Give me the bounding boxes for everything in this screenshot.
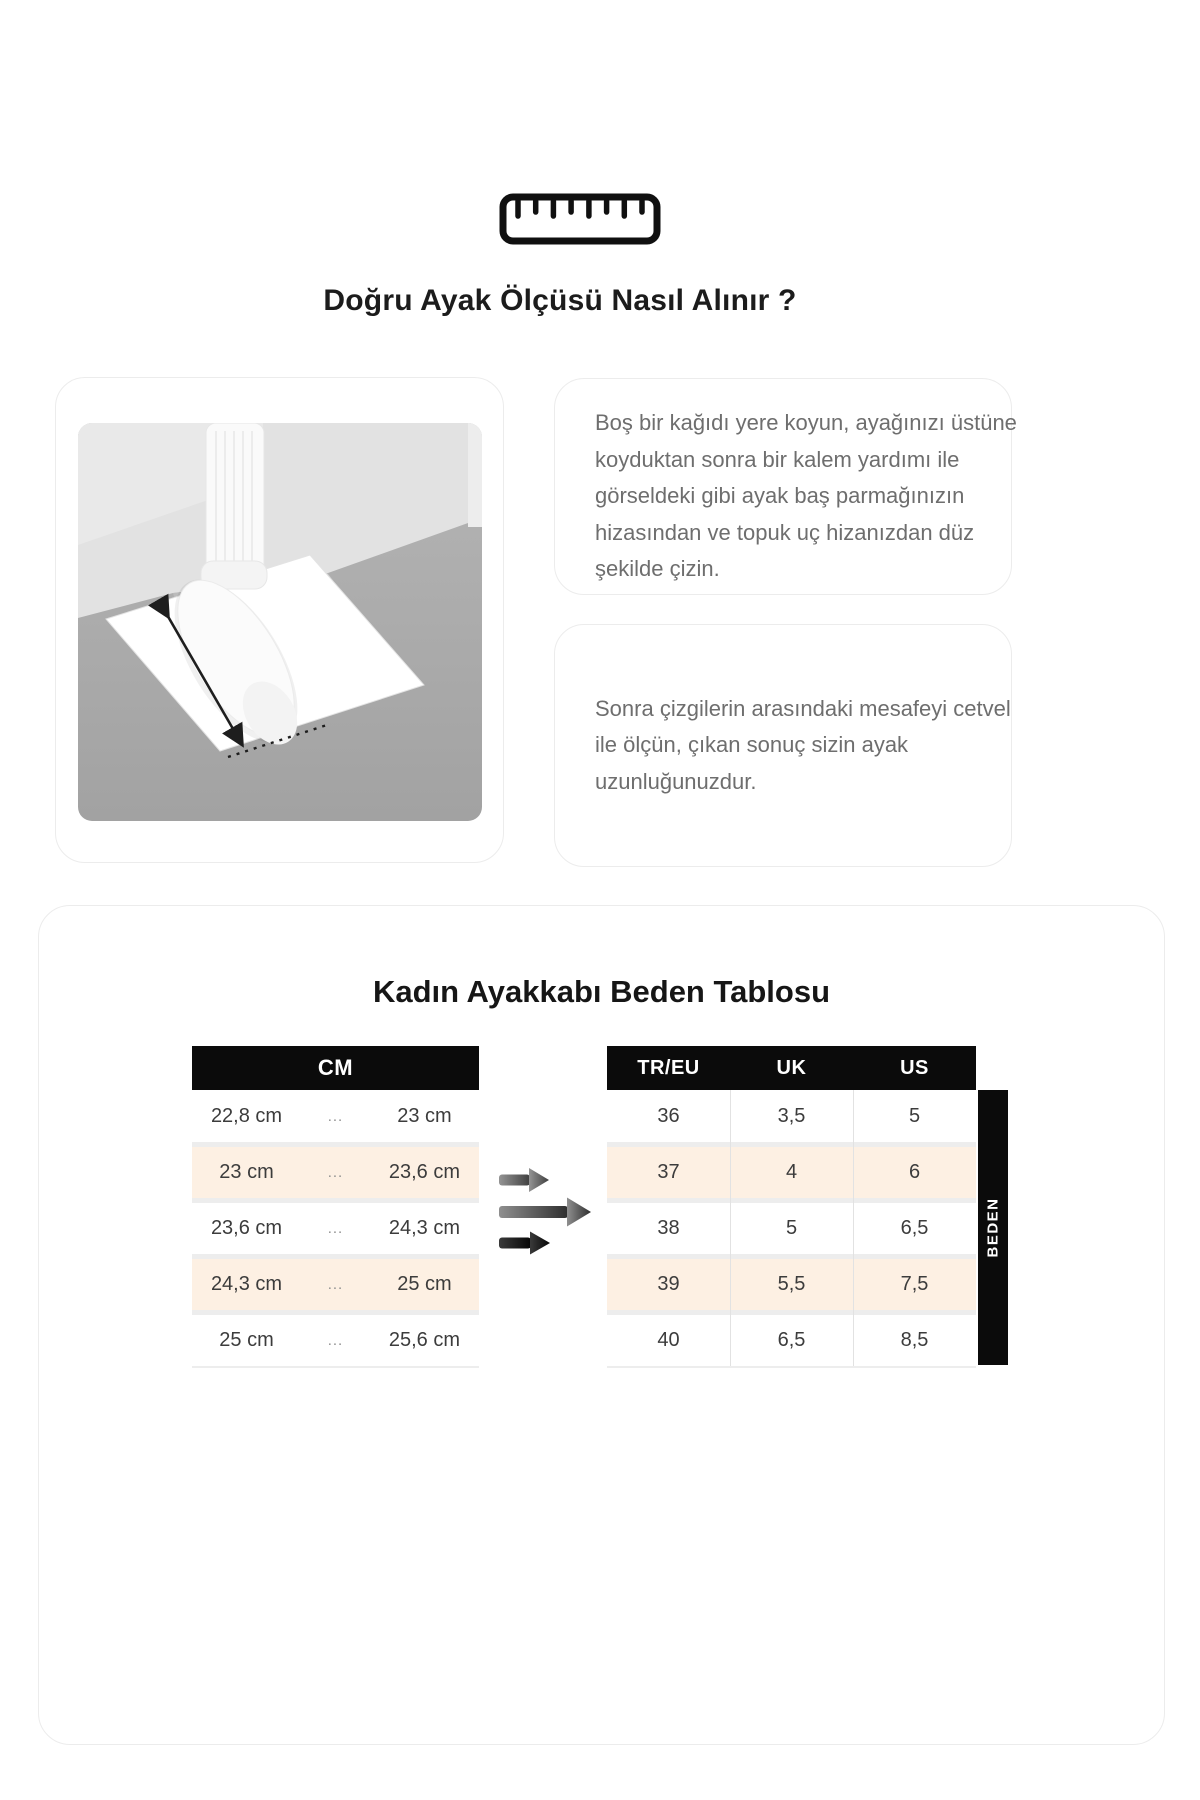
- cm-sep-value: ...: [327, 1108, 344, 1125]
- cm-from-value: 24,3 cm: [210, 1273, 283, 1295]
- us-value: 5: [908, 1105, 921, 1127]
- cm-to-value: 23 cm: [397, 1105, 452, 1127]
- uk-value: 5,5: [777, 1273, 806, 1295]
- page-title: Doğru Ayak Ölçüsü Nasıl Alınır ?: [323, 284, 797, 317]
- column-separator: [853, 1090, 854, 1366]
- cm-sep-value: ...: [327, 1164, 344, 1181]
- instruction-card-step2: [554, 624, 1012, 867]
- uk-value: 6,5: [777, 1329, 806, 1351]
- ruler-icon: [499, 193, 661, 245]
- column-separator: [730, 1090, 731, 1366]
- cm-from-value: 22,8 cm: [210, 1105, 283, 1127]
- us-value: 6: [908, 1161, 921, 1183]
- cm-to-value: 24,3 cm: [388, 1217, 461, 1239]
- us-value: 7,5: [900, 1273, 929, 1295]
- cm-table-row: [192, 1091, 479, 1142]
- treu-value: 40: [657, 1329, 680, 1351]
- step1-text: Boş bir kağıdı yere koyun, ayağınızı üstüne koyduktan sonra bir kalem yardımı ile görseldeki gibi ayak baş parmağınızın hizasından ve topuk uç hizanızdan düz şekilde çizin.: [595, 410, 1017, 581]
- beden-side-bar: [978, 1090, 1008, 1365]
- cm-table-row: [192, 1315, 479, 1366]
- step2-text: Sonra çizgilerin arasındaki mesafeyi cetvel ile ölçün, çıkan sonuç sizin ayak uzunluğunuzdur.: [595, 695, 1011, 794]
- cm-table-header: CM: [192, 1046, 479, 1090]
- beden-label: BEDEN: [984, 1197, 1002, 1258]
- cm-to-value: 23,6 cm: [388, 1161, 461, 1183]
- size-table-header-us: US: [900, 1056, 929, 1079]
- size-chart-card: [38, 905, 1165, 1745]
- size-table-header-uk: UK: [776, 1056, 807, 1079]
- size-chart-title: Kadın Ayakkabı Beden Tablosu: [372, 974, 831, 1009]
- cm-from-value: 23,6 cm: [210, 1217, 283, 1239]
- foot-measurement-photo: [78, 423, 482, 821]
- cm-sep-value: ...: [327, 1276, 344, 1293]
- uk-value: 5: [785, 1217, 798, 1239]
- triple-right-arrows-icon: [498, 1164, 594, 1259]
- cm-from-value: 25 cm: [219, 1329, 274, 1351]
- cm-sep-value: ...: [327, 1220, 344, 1237]
- cm-table-row: [192, 1259, 479, 1310]
- cm-table-rows: [192, 1091, 479, 1368]
- cm-to-value: 25 cm: [397, 1273, 452, 1295]
- cm-table-row: [192, 1147, 479, 1198]
- size-table-header: [607, 1046, 976, 1090]
- us-value: 6,5: [900, 1217, 929, 1239]
- cm-table-row: [192, 1203, 479, 1254]
- size-table-row: [607, 1315, 976, 1366]
- uk-value: 3,5: [777, 1105, 806, 1127]
- measurement-photo-card: [55, 377, 504, 863]
- size-table-row: [607, 1259, 976, 1310]
- size-table-row: [607, 1091, 976, 1142]
- us-value: 8,5: [900, 1329, 929, 1351]
- size-table-row: [607, 1147, 976, 1198]
- treu-value: 39: [657, 1273, 680, 1295]
- cm-from-value: 23 cm: [219, 1161, 274, 1183]
- cm-table: [192, 1046, 479, 1368]
- instruction-card-step1: [554, 378, 1017, 595]
- uk-value: 4: [785, 1161, 798, 1183]
- cm-sep-value: ...: [327, 1332, 344, 1349]
- treu-value: 36: [657, 1105, 680, 1127]
- treu-value: 37: [657, 1161, 680, 1183]
- size-table-header-treu: TR/EU: [637, 1056, 700, 1079]
- cm-to-value: 25,6 cm: [388, 1329, 461, 1351]
- size-table-row: [607, 1203, 976, 1254]
- size-table-rows: [607, 1091, 976, 1368]
- treu-value: 38: [657, 1217, 680, 1239]
- size-table: [607, 1046, 976, 1368]
